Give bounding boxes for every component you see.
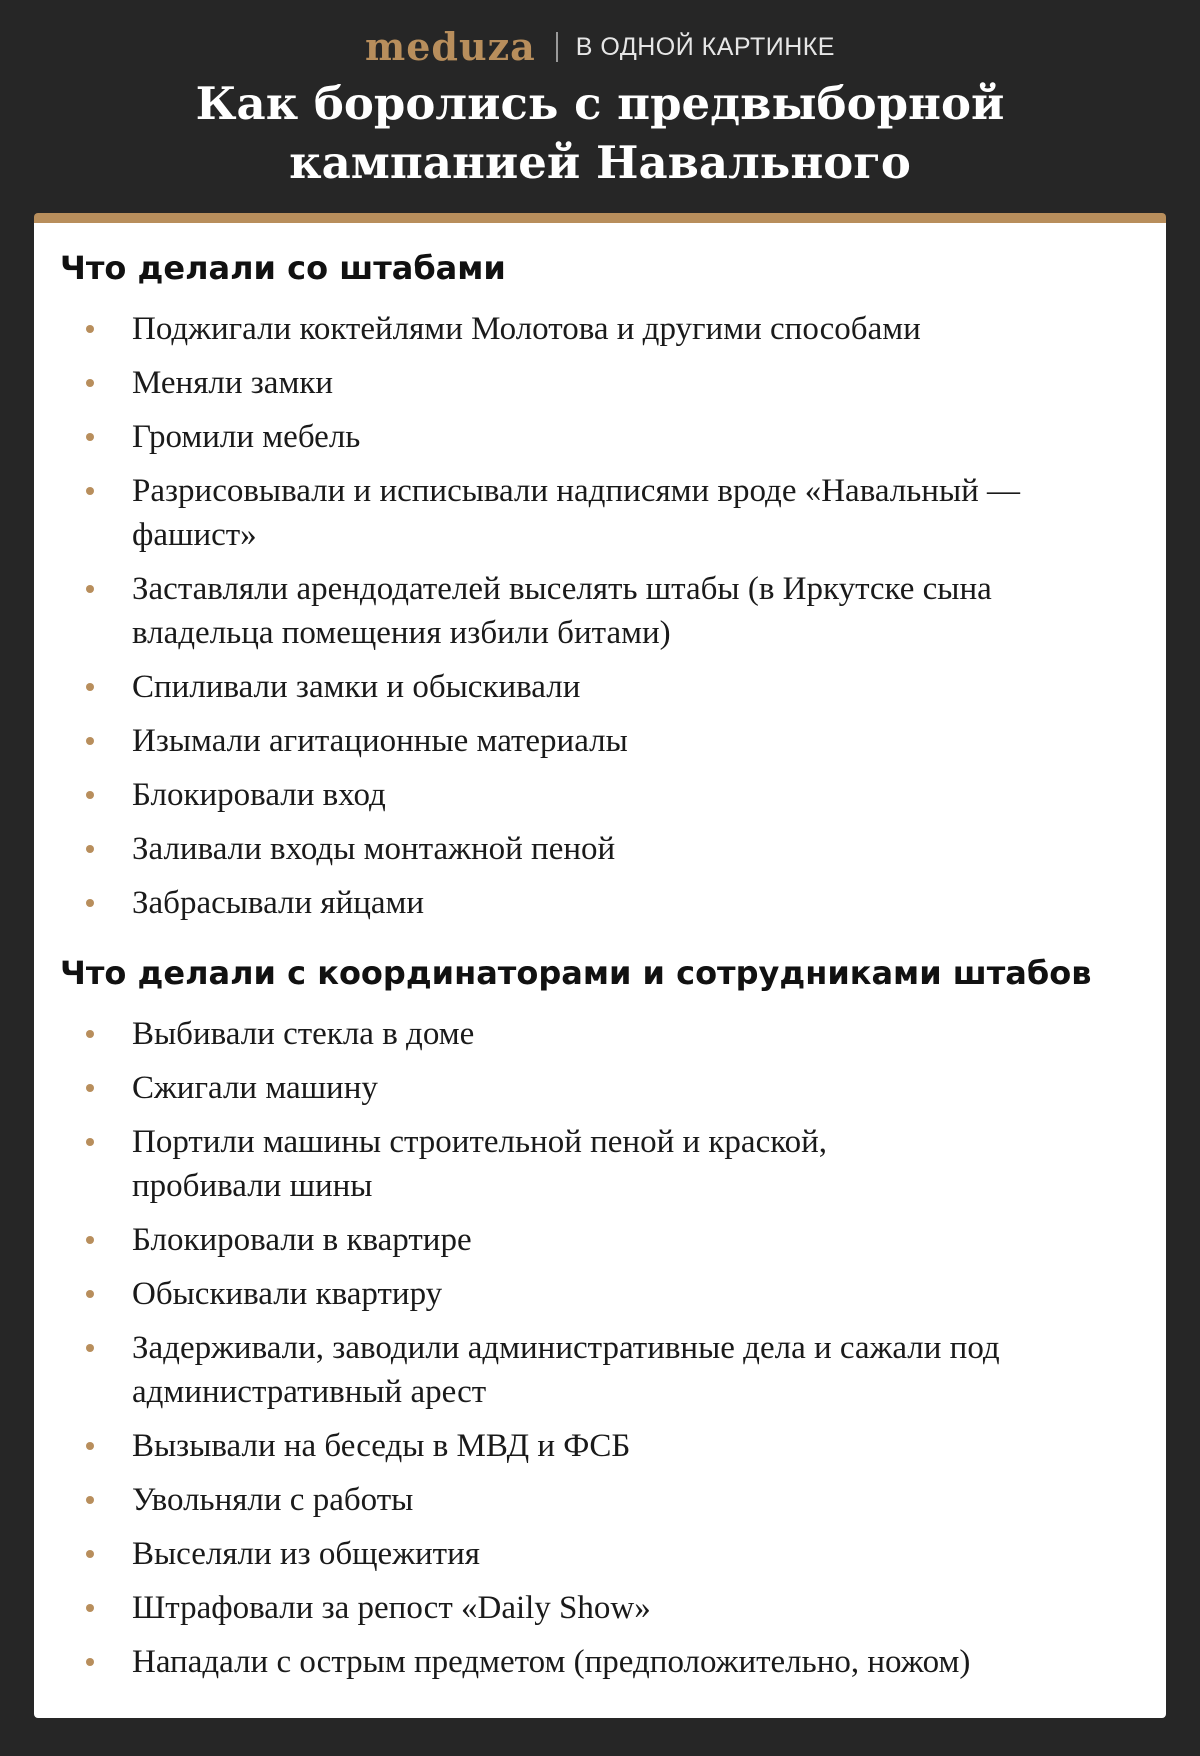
brand-divider xyxy=(556,32,558,62)
list-item xyxy=(34,1218,1166,1262)
list-item-text: Штрафовали за репост «Daily Show» xyxy=(132,1590,651,1626)
list-item xyxy=(34,665,1166,709)
list-item xyxy=(34,1478,1166,1522)
bullet-icon xyxy=(86,1290,94,1298)
list-item-text: Задерживали, заводили административные дела и сажали под административный арест xyxy=(132,1330,1000,1410)
bullet-icon xyxy=(86,1344,94,1352)
list-item-text: Выбивали стекла в доме xyxy=(132,1016,475,1052)
list-item-text: Заливали входы монтажной пеной xyxy=(132,831,616,867)
list-item xyxy=(34,567,1166,655)
list-item-text: Разрисовывали и исписывали надписями вроде «Навальный — фашист» xyxy=(132,473,1021,553)
bullet-icon xyxy=(86,845,94,853)
list-item xyxy=(34,1120,1166,1208)
list-item xyxy=(34,307,1166,351)
list-item xyxy=(34,469,1166,557)
list-item xyxy=(34,1326,1166,1414)
list-item-text: Меняли замки xyxy=(132,365,334,401)
list-item xyxy=(34,719,1166,763)
list-item xyxy=(34,1424,1166,1468)
bullet-icon xyxy=(86,791,94,799)
content-card xyxy=(34,213,1166,1718)
list-item-text: Громили мебель xyxy=(132,419,361,455)
list-item-text: Нападали с острым предметом (предположительно, ножом) xyxy=(132,1644,971,1680)
list-item xyxy=(34,1640,1166,1684)
list-item xyxy=(34,1586,1166,1630)
list-item xyxy=(34,881,1166,925)
list-item-text: Вызывали на беседы в МВД и ФСБ xyxy=(132,1428,631,1464)
bullet-icon xyxy=(86,1658,94,1666)
list-item xyxy=(34,773,1166,817)
page-title-line-1: Как боролись с предвыборной xyxy=(195,77,1005,130)
bullet-icon xyxy=(86,325,94,333)
list-item-text: Блокировали в квартире xyxy=(132,1222,472,1258)
bullet-icon xyxy=(86,1496,94,1504)
list-item-text: Блокировали вход xyxy=(132,777,386,813)
list-item-text: Изымали агитационные материалы xyxy=(132,723,628,759)
bullet-icon xyxy=(86,1550,94,1558)
list-item-text: Заставляли арендодателей выселять штабы (в Иркутске сына владельца помещения избили битами) xyxy=(132,571,992,651)
bullet-icon xyxy=(86,433,94,441)
list-item xyxy=(34,361,1166,405)
bullet-icon xyxy=(86,1084,94,1092)
list-item xyxy=(34,415,1166,459)
list-item-text: Спиливали замки и обыскивали xyxy=(132,669,581,705)
list-item-text: Выселяли из общежития xyxy=(132,1536,480,1572)
list-item-text: Портили машины строительной пеной и краской, пробивали шины xyxy=(132,1124,827,1204)
list-item-text: Сжигали машину xyxy=(132,1070,378,1106)
list-item xyxy=(34,827,1166,871)
bullet-icon xyxy=(86,487,94,495)
rubric-label[interactable]: В ОДНОЙ КАРТИНКЕ xyxy=(575,33,835,61)
bullet-icon xyxy=(86,379,94,387)
meduza-logo[interactable]: meduza xyxy=(365,24,536,69)
headquarters-list xyxy=(34,307,1166,935)
section-title-headquarters: Что делали со штабами xyxy=(60,249,506,287)
list-item xyxy=(34,1012,1166,1056)
bullet-icon xyxy=(86,585,94,593)
bullet-icon xyxy=(86,1442,94,1450)
section-title-staff: Что делали с координаторами и сотрудниками штабов xyxy=(60,954,1092,992)
brand-row xyxy=(0,24,1200,70)
bullet-icon xyxy=(86,1030,94,1038)
bullet-icon xyxy=(86,1236,94,1244)
list-item-text: Поджигали коктейлями Молотова и другими способами xyxy=(132,311,921,347)
list-item xyxy=(34,1272,1166,1316)
bullet-icon xyxy=(86,1138,94,1146)
bullet-icon xyxy=(86,683,94,691)
list-item-text: Забрасывали яйцами xyxy=(132,885,425,921)
bullet-icon xyxy=(86,899,94,907)
bullet-icon xyxy=(86,737,94,745)
bullet-icon xyxy=(86,1604,94,1612)
list-item xyxy=(34,1532,1166,1576)
list-item xyxy=(34,1066,1166,1110)
staff-list xyxy=(34,1012,1166,1694)
page-title-line-2: кампанией Навального xyxy=(289,136,911,189)
page-title xyxy=(100,74,1100,192)
list-item-text: Увольняли с работы xyxy=(132,1482,414,1518)
list-item-text: Обыскивали квартиру xyxy=(132,1276,443,1312)
